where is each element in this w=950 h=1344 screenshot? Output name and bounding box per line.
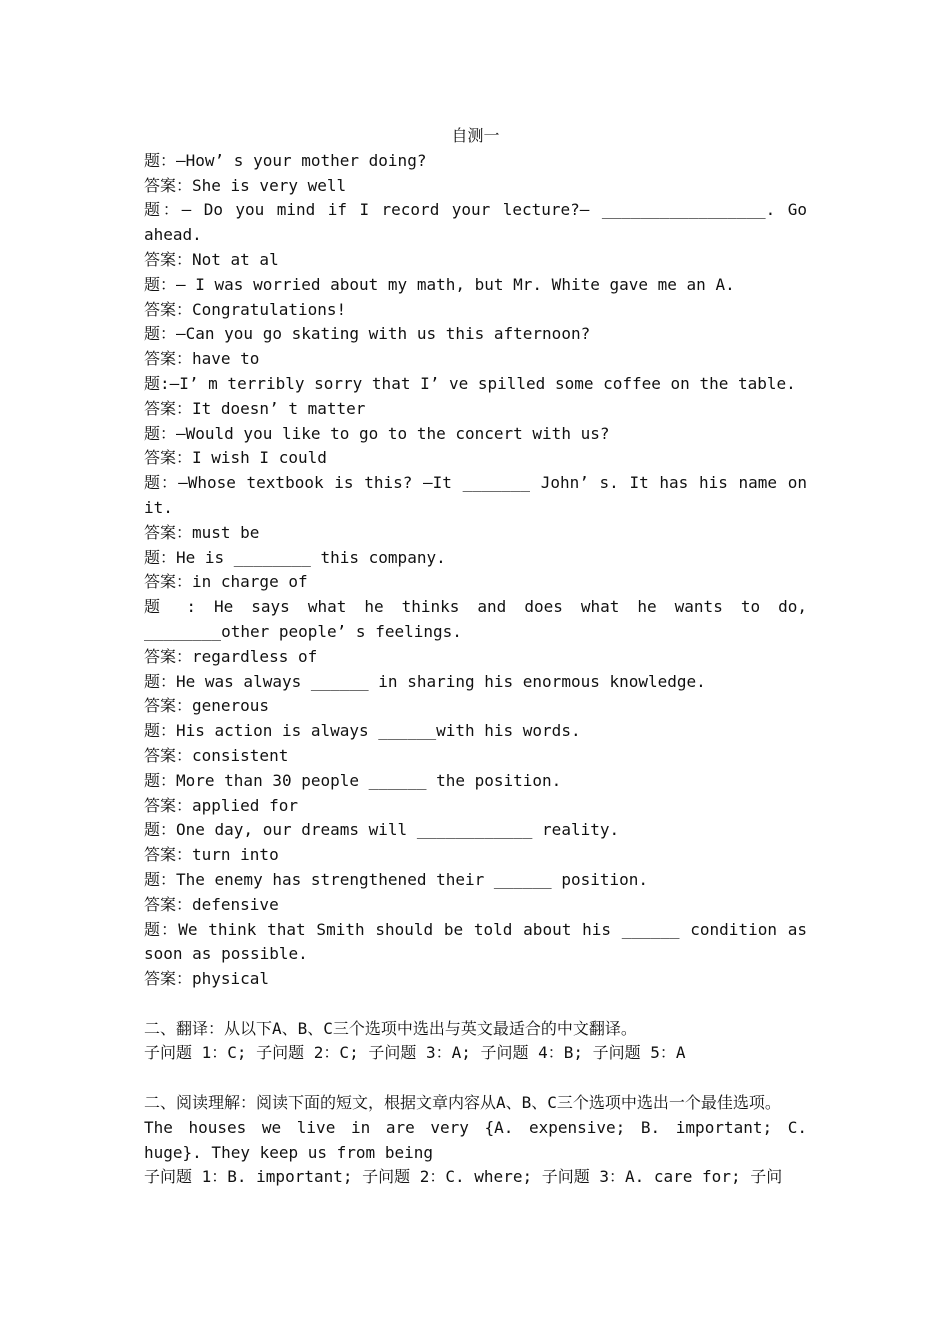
question-9: 题 : He says what he thinks and does what he wants to do, ________other people’ s feelings. <box>144 597 817 641</box>
answer-15: 答案：physical <box>144 969 270 989</box>
section-spacer <box>144 1066 807 1091</box>
reading-answers: 子问题 1：B. important; 子问题 2：C. where; 子问题 3：A. care for; 子问 <box>144 1167 783 1187</box>
qa-list <box>144 149 817 992</box>
question-7: 题：—Whose textbook is this? —It _______ John’ s. It has his name on it. <box>144 473 817 517</box>
reading-passage: The houses we live in are very {A. expensive; B. important; C. huge}. They keep us from being <box>144 1117 817 1162</box>
question-12: 题：More than 30 people ______ the position. <box>144 770 562 790</box>
document-page <box>144 124 817 1190</box>
reading-heading: 二、阅读理解：阅读下面的短文，根据文章内容从A、B、C三个选项中选出一个最佳选项。 <box>144 1093 781 1113</box>
translation-section <box>144 1017 807 1067</box>
question-3: 题：— I was worried about my math, but Mr. White gave me an A. <box>144 274 735 294</box>
question-2: 题：— Do you mind if I record your lecture?— _________________. Go ahead. <box>144 200 817 245</box>
section-spacer <box>144 992 807 1017</box>
question-5: 题:—I’ m terribly sorry that I’ ve spilled some coffee on the table. <box>144 373 796 393</box>
reading-section <box>144 1091 817 1190</box>
answer-6: 答案：I wish I could <box>144 448 327 468</box>
question-13: 题：One day, our dreams will ____________ reality. <box>144 820 620 840</box>
answer-9: 答案：regardless of <box>144 646 318 666</box>
answer-4: 答案：have to <box>144 349 260 369</box>
question-14: 题：The enemy has strengthened their ______ position. <box>144 869 649 889</box>
answer-1: 答案：She is very well <box>144 175 347 195</box>
answer-2: 答案：Not at al <box>144 249 279 269</box>
page-title: 自测一 <box>451 126 500 145</box>
question-6: 题：—Would you like to go to the concert with us? <box>144 423 610 443</box>
answer-10: 答案：generous <box>144 696 270 716</box>
answer-13: 答案：turn into <box>144 845 279 865</box>
answer-3: 答案：Congratulations! <box>144 299 347 319</box>
question-8: 题：He is ________ this company. <box>144 547 446 567</box>
translation-heading: 二、翻译：从以下A、B、C三个选项中选出与英文最适合的中文翻译。 <box>144 1018 637 1038</box>
answer-5: 答案：It doesn’ t matter <box>144 398 366 418</box>
answer-7: 答案：must be <box>144 522 260 542</box>
answer-14: 答案：defensive <box>144 894 279 914</box>
question-15: 题：We think that Smith should be told about his ______ condition as soon as possible. <box>144 919 817 964</box>
translation-answers: 子问题 1：C; 子问题 2：C; 子问题 3：A; 子问题 4：B; 子问题 5：A <box>144 1043 686 1063</box>
answer-8: 答案：in charge of <box>144 572 308 592</box>
answer-12: 答案：applied for <box>144 795 298 815</box>
question-11: 题：His action is always ______with his words. <box>144 721 581 741</box>
question-4: 题：—Can you go skating with us this afternoon? <box>144 324 591 344</box>
answer-11: 答案：consistent <box>144 745 289 765</box>
question-1: 题：—How’ s your mother doing? <box>144 150 427 170</box>
question-10: 题：He was always ______ in sharing his enormous knowledge. <box>144 671 706 691</box>
